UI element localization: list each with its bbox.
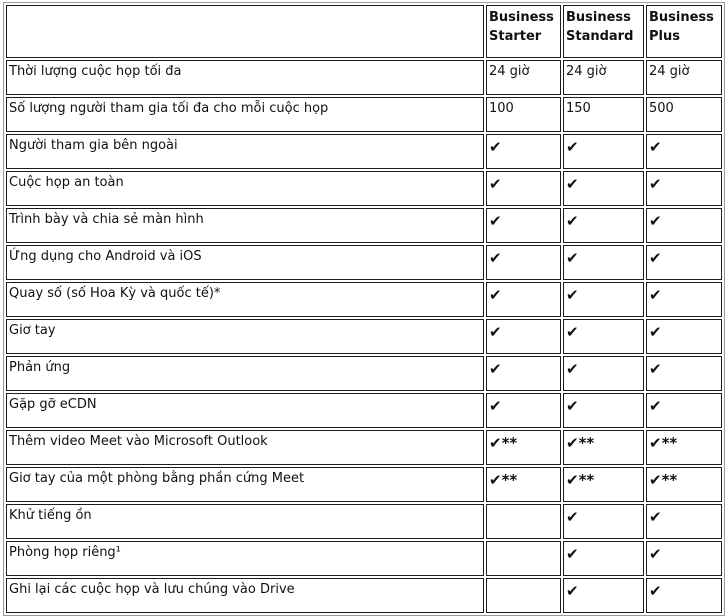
table-row bbox=[6, 578, 722, 613]
header-feature-cell bbox=[6, 5, 484, 58]
feature-label: Thêm video Meet vào Microsoft Outlook bbox=[6, 430, 484, 465]
plus-check-icon: ✔ bbox=[646, 134, 722, 169]
feature-label: Người tham gia bên ngoài bbox=[6, 134, 484, 169]
feature-label: Khử tiếng ồn bbox=[6, 504, 484, 539]
starter-check-icon: ✔** bbox=[486, 467, 561, 502]
table-row bbox=[6, 60, 722, 95]
header-row bbox=[6, 5, 722, 58]
plus-check-icon: ✔ bbox=[646, 541, 722, 576]
table-row bbox=[6, 134, 722, 169]
standard-check-icon: ✔ bbox=[563, 393, 644, 428]
plus-check-icon: ✔ bbox=[646, 282, 722, 317]
starter-check-icon: ✔ bbox=[486, 282, 561, 317]
feature-label: Giơ tay của một phòng bằng phần cứng Meet bbox=[6, 467, 484, 502]
plus-check-icon: ✔ bbox=[646, 504, 722, 539]
header-plan-plus: Business Plus bbox=[646, 5, 722, 58]
starter-check-icon: ✔ bbox=[486, 171, 561, 206]
plus-check-icon: ✔ bbox=[646, 171, 722, 206]
feature-label: Giơ tay bbox=[6, 319, 484, 354]
table-row bbox=[6, 319, 722, 354]
starter-check-icon: ✔ bbox=[486, 208, 561, 243]
table-row bbox=[6, 541, 722, 576]
table-row bbox=[6, 393, 722, 428]
table-row bbox=[6, 171, 722, 206]
plus-value: 500 bbox=[646, 97, 722, 132]
header-plan-standard: Business Standard bbox=[563, 5, 644, 58]
starter-value: 100 bbox=[486, 97, 561, 132]
plus-check-icon: ✔ bbox=[646, 319, 722, 354]
standard-value: 24 giờ bbox=[563, 60, 644, 95]
starter-check-icon: ✔ bbox=[486, 356, 561, 391]
standard-value: 150 bbox=[563, 97, 644, 132]
starter-check-icon: ✔ bbox=[486, 134, 561, 169]
standard-check-icon: ✔ bbox=[563, 541, 644, 576]
starter-empty-cell bbox=[486, 541, 561, 576]
table-row bbox=[6, 208, 722, 243]
standard-check-icon: ✔ bbox=[563, 134, 644, 169]
starter-check-icon: ✔ bbox=[486, 393, 561, 428]
starter-value: 24 giờ bbox=[486, 60, 561, 95]
standard-check-icon: ✔ bbox=[563, 245, 644, 280]
plus-check-icon: ✔** bbox=[646, 430, 722, 465]
feature-label: Số lượng người tham gia tối đa cho mỗi cuộc họp bbox=[6, 97, 484, 132]
standard-check-icon: ✔ bbox=[563, 356, 644, 391]
header-plan-starter: Business Starter bbox=[486, 5, 561, 58]
plus-check-icon: ✔ bbox=[646, 245, 722, 280]
table-row bbox=[6, 245, 722, 280]
standard-check-icon: ✔ bbox=[563, 282, 644, 317]
table-row bbox=[6, 356, 722, 391]
starter-check-icon: ✔ bbox=[486, 319, 561, 354]
standard-check-icon: ✔ bbox=[563, 171, 644, 206]
feature-label: Gặp gỡ eCDN bbox=[6, 393, 484, 428]
plus-check-icon: ✔ bbox=[646, 393, 722, 428]
standard-check-icon: ✔** bbox=[563, 467, 644, 502]
plus-check-icon: ✔ bbox=[646, 578, 722, 613]
feature-label: Phản ứng bbox=[6, 356, 484, 391]
feature-label: Phòng họp riêng¹ bbox=[6, 541, 484, 576]
plus-check-icon: ✔ bbox=[646, 208, 722, 243]
feature-label: Ứng dụng cho Android và iOS bbox=[6, 245, 484, 280]
starter-empty-cell bbox=[486, 578, 561, 613]
plus-check-icon: ✔ bbox=[646, 356, 722, 391]
feature-label: Ghi lại các cuộc họp và lưu chúng vào Drive bbox=[6, 578, 484, 613]
standard-check-icon: ✔ bbox=[563, 578, 644, 613]
feature-label: Trình bày và chia sẻ màn hình bbox=[6, 208, 484, 243]
table-row bbox=[6, 430, 722, 465]
table-row bbox=[6, 282, 722, 317]
standard-check-icon: ✔ bbox=[563, 208, 644, 243]
plan-comparison-table bbox=[3, 2, 725, 616]
standard-check-icon: ✔ bbox=[563, 504, 644, 539]
plus-value: 24 giờ bbox=[646, 60, 722, 95]
standard-check-icon: ✔ bbox=[563, 319, 644, 354]
starter-check-icon: ✔ bbox=[486, 245, 561, 280]
feature-label: Cuộc họp an toàn bbox=[6, 171, 484, 206]
feature-label: Thời lượng cuộc họp tối đa bbox=[6, 60, 484, 95]
table-row bbox=[6, 467, 722, 502]
starter-empty-cell bbox=[486, 504, 561, 539]
feature-label: Quay số (số Hoa Kỳ và quốc tế)* bbox=[6, 282, 484, 317]
starter-check-icon: ✔** bbox=[486, 430, 561, 465]
plus-check-icon: ✔** bbox=[646, 467, 722, 502]
standard-check-icon: ✔** bbox=[563, 430, 644, 465]
table-row bbox=[6, 504, 722, 539]
table-row bbox=[6, 97, 722, 132]
